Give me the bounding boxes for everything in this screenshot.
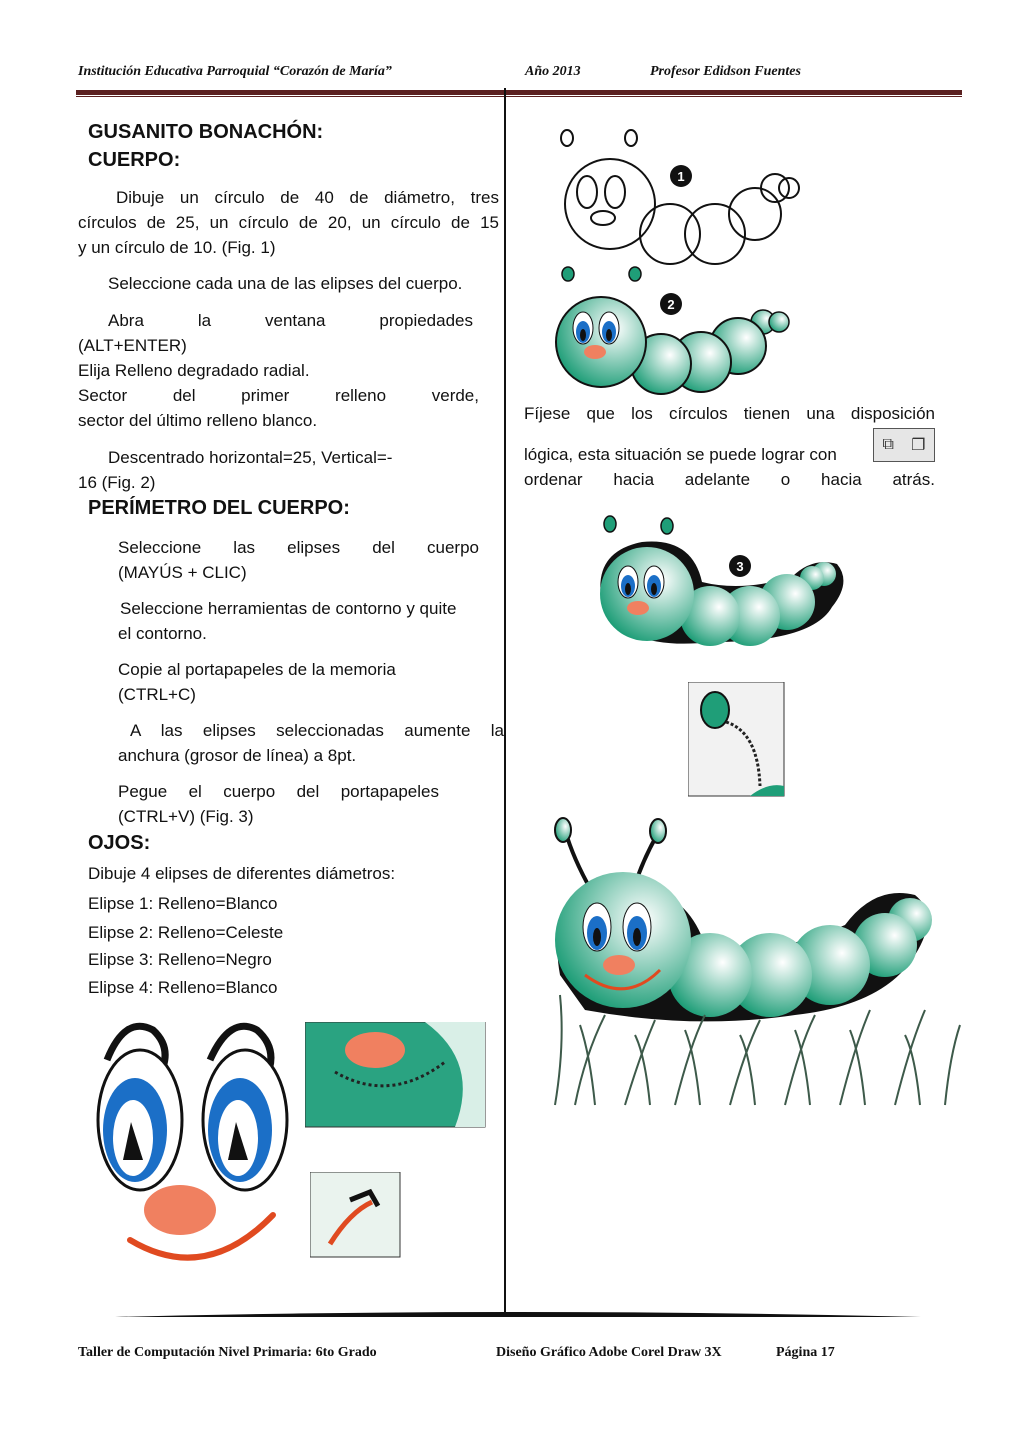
ellipse-4: Elipse 4: Relleno=Blanco	[88, 978, 278, 997]
footer-rule	[115, 1310, 921, 1318]
body-p5a: Sector del primer relleno verde,	[78, 386, 479, 405]
body-p2: Seleccione cada una de las elipses del cuerpo.	[108, 274, 463, 293]
figure-2-gradient-worm	[553, 266, 798, 398]
header-year: Año 2013	[525, 64, 581, 79]
figure-3-worm	[592, 512, 852, 662]
header-rule-thin	[76, 96, 962, 97]
title-perimetro: PERÍMETRO DEL CUERPO:	[88, 497, 350, 519]
body-p5b: sector del último relleno blanco.	[78, 411, 318, 430]
ellipse-1: Elipse 1: Relleno=Blanco	[88, 894, 278, 913]
step-1b: (MAYÚS + CLIC)	[118, 563, 247, 582]
step-3a: Copie al portapapeles de la memoria	[118, 660, 396, 679]
footer-subject: Diseño Gráfico Adobe Corel Draw 3X	[496, 1345, 722, 1360]
order-back-icon: ❐	[911, 437, 926, 454]
body-p6b: 16 (Fig. 2)	[78, 473, 156, 492]
body-p1a: Dibuje un círculo de 40 de diámetro, tres	[116, 188, 499, 207]
order-forward-icon: ⧉	[882, 436, 894, 453]
body-p3a: Abra la ventana propiedades	[108, 311, 473, 330]
smile-tool-illustration	[310, 1172, 405, 1262]
smile-zoom-illustration	[305, 1022, 490, 1132]
final-worm-illustration	[545, 815, 965, 1110]
header-rule	[76, 90, 962, 95]
step-2a: Seleccione herramientas de contorno y quite	[120, 599, 457, 618]
antenna-zoom-illustration	[688, 682, 788, 802]
body-p6a: Descentrado horizontal=25, Vertical=-	[108, 448, 393, 467]
figure-1-number: 1	[677, 169, 685, 184]
body-p3b: (ALT+ENTER)	[78, 336, 187, 355]
footer-course: Taller de Computación Nivel Primaria: 6to Grado	[78, 1345, 377, 1360]
step-4b: anchura (grosor de línea) a 8pt.	[118, 746, 357, 765]
step-3b: (CTRL+C)	[118, 685, 196, 704]
title-ojos: OJOS:	[88, 832, 151, 854]
footer-page: Página 17	[776, 1345, 835, 1360]
body-p1c: y un círculo de 10. (Fig. 1)	[78, 238, 276, 257]
figure-2-number: 2	[667, 297, 675, 312]
step-5b: (CTRL+V) (Fig. 3)	[118, 807, 254, 826]
note-line-2: lógica, esta situación se puede lograr con	[524, 445, 837, 464]
step-5a: Pegue el cuerpo del portapapeles	[118, 782, 439, 801]
step-4a: A las elipses seleccionadas aumente la	[130, 721, 504, 740]
header-teacher: Profesor Edidson Fuentes	[650, 64, 801, 79]
body-p1b: círculos de 25, un círculo de 20, un círculo de 15	[78, 213, 499, 232]
figure-1-outline-worm	[555, 122, 810, 267]
title-gusanito: GUSANITO BONACHÓN:	[88, 121, 324, 143]
body-p4: Elija Relleno degradado radial.	[78, 361, 310, 380]
step-1a: Seleccione las elipses del cuerpo	[118, 538, 479, 557]
ellipse-intro: Dibuje 4 elipses de diferentes diámetros:	[88, 864, 396, 883]
ellipse-2: Elipse 2: Relleno=Celeste	[88, 923, 284, 942]
column-divider	[504, 88, 506, 1314]
figure-3-number: 3	[736, 559, 744, 574]
note-line-3: ordenar hacia adelante o hacia atrás.	[524, 470, 935, 489]
order-toolbar	[873, 428, 935, 462]
header-institution: Institución Educativa Parroquial “Corazón de María”	[78, 64, 392, 79]
title-cuerpo: CUERPO:	[88, 149, 181, 171]
note-line-1: Fíjese que los círculos tienen una disposición	[524, 404, 935, 423]
ellipse-3: Elipse 3: Relleno=Negro	[88, 950, 272, 969]
eyes-face-illustration	[95, 1010, 300, 1280]
step-2b: el contorno.	[118, 624, 207, 643]
